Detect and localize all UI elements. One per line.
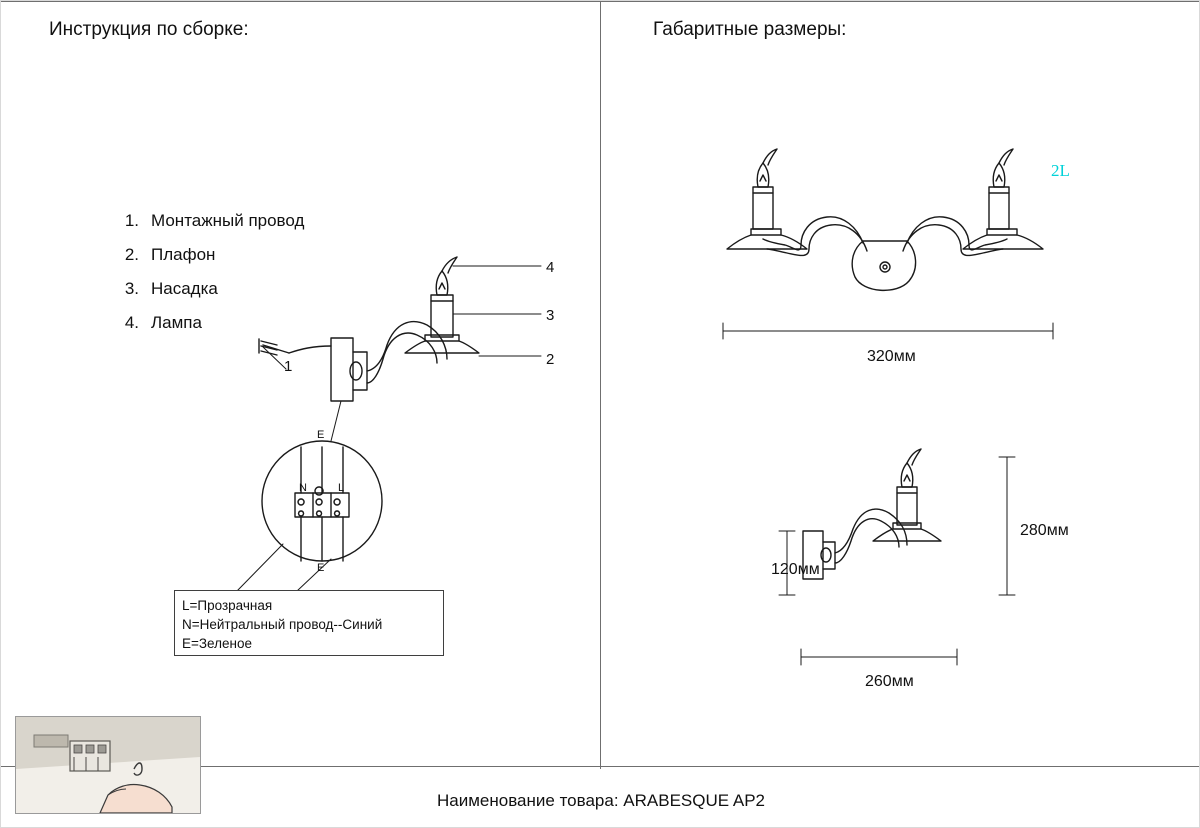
dimension-depth-base: 120мм [771,561,820,578]
dimensions-heading: Габаритные размеры: [653,19,847,40]
callout-4: 4 [546,259,555,276]
list-item [109,238,304,272]
mounting-wire [263,345,289,353]
flame-bulb [436,271,448,295]
list-item-label: Монтажный провод [151,211,305,230]
terminal-label-e-bottom: E [317,562,325,574]
callout-2: 2 [546,351,555,368]
terminal-label-n: N [299,482,307,494]
terminal-detail-circle [262,441,382,561]
callout-1: 1 [284,358,293,375]
list-item-number: 3. [124,279,139,298]
callout-3: 3 [546,307,555,324]
list-item [109,204,304,238]
wall-bracket [331,338,353,401]
center-body [852,241,915,290]
candle-sleeve [431,295,453,337]
list-item-label: Лампа [151,313,202,332]
list-item-number: 2. [124,245,139,264]
terminal-block [295,493,349,517]
product-title: Наименование товара: ARABESQUE AP2 [437,791,765,810]
list-item-number: 4. [124,313,139,332]
terminal-label-e-top: E [317,429,325,441]
dimension-width-front: 320мм [867,348,916,365]
legend-line-live: L=Прозрачная [182,598,273,613]
list-item-label: Плафон [151,245,216,264]
legend-line-earth: E=Зеленое [182,636,252,651]
assembly-instructions-heading: Инструкция по сборке: [49,19,249,40]
dimension-height-side: 280мм [1020,522,1069,539]
parts-list [109,204,304,340]
lamp-count-badge: 2L [1051,161,1070,180]
list-item [109,272,304,306]
list-item-label: Насадка [151,279,218,298]
wiring-legend [174,590,444,656]
list-item [109,306,304,340]
terminal-label-l: L [338,482,345,494]
legend-line-neutral: N=Нейтральный провод--Синий [182,617,383,632]
list-item-number: 1. [124,211,139,230]
dimension-width-side: 260мм [865,673,914,690]
bobeche-cup [405,341,479,353]
center-divider [600,1,601,769]
